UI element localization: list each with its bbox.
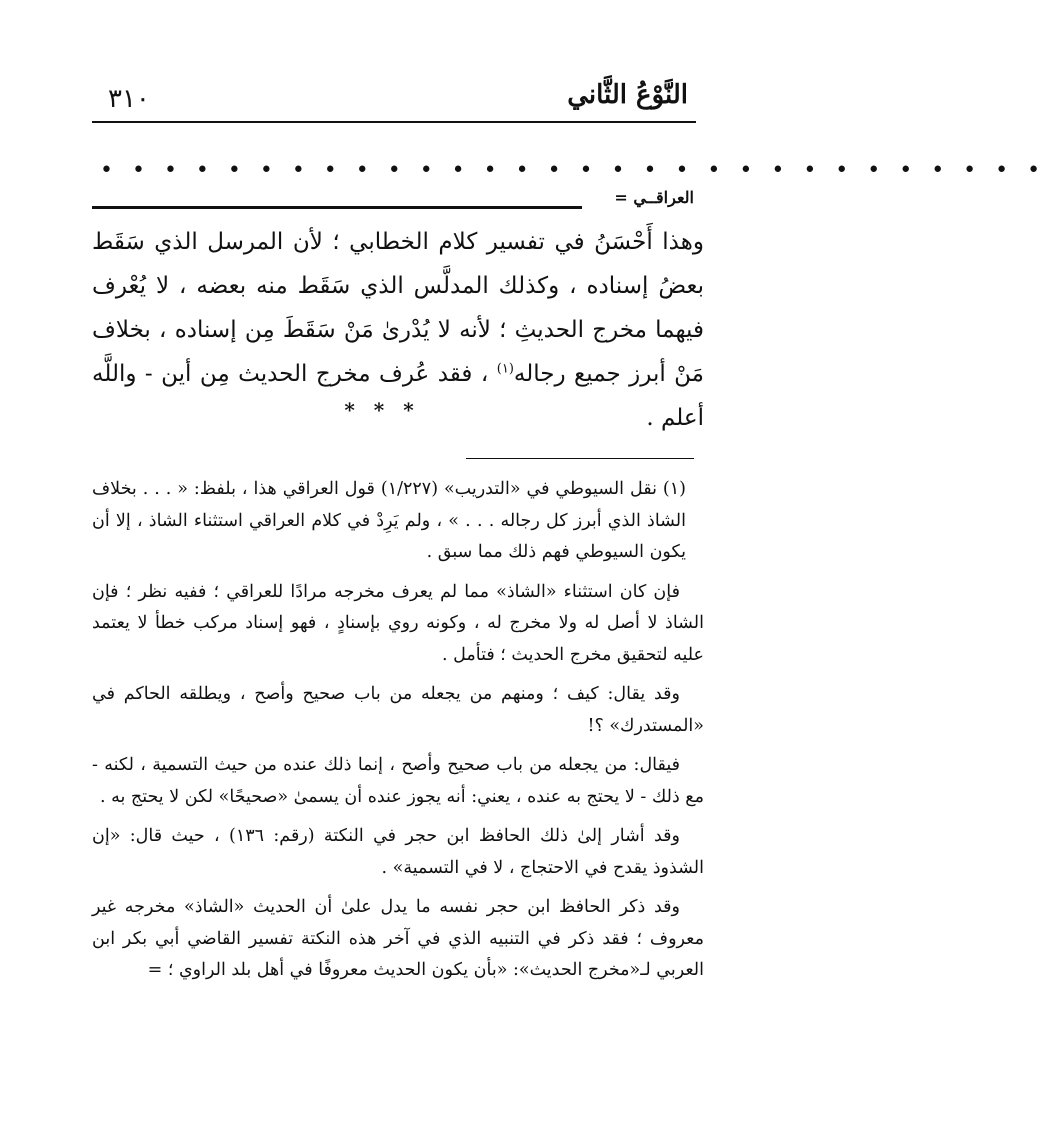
footnote-paragraph: وقد ذكر الحافظ ابن حجر نفسه ما يدل علىٰ أن الحديث «الشاذ» مخرجه غير معروف ؛ فقد ذكر في التنبيه الذي في آخر هذه النكتة تفسير القاضي أبي بكر ابن العربي لـ«مخرج الحديث»: «بأن يكون الحديث معروفًا في أهل بلد الراوي ؛ = xyxy=(92,897,704,980)
footnote-1: (١) نقل السيوطي في «التدريب» (١/٢٢٧) قول العراقي هذا ، بلفظ: « . . . بخلاف الشاذ الذي أبرز كل رجاله . . . » ، ولم يَرِدْ في كلام العراقي استثناء الشاذ ، إلا أن يكون السيوطي فهم ذلك مما سبق . xyxy=(92,479,686,562)
footnote-paragraph: فإن كان استثناء «الشاذ» مما لم يعرف مخرجه مرادًا للعراقي ؛ ففيه نظر ؛ فإن الشاذ لا أصل له ولا مخرج له ، وكونه روي بإسنادٍ ، فهو إسناد مركب خطأ لا يعتمد عليه لتحقيق مخرج الحديث ؛ فتأمل . xyxy=(92,581,704,665)
footnote-paragraph: وقد يقال: كيف ؛ ومنهم من يجعله من باب صحيح وأصح ، ويطلقه الحاكم في «المستدرك» ؟! xyxy=(92,684,704,736)
footnote-paragraph: وقد أشار إلىٰ ذلك الحافظ ابن حجر في النكتة (رقم: ١٣٦) ، حيث قال: «إن الشذوذ يقدح في الاحتجاج ، لا في التسمية» . xyxy=(92,826,704,878)
dotted-divider: • • • • • • • • • • • • • • • • • • • • • • • • • • • • • • xyxy=(100,158,1046,183)
page-number: ٣١٠ xyxy=(108,84,150,114)
main-paragraph-end: ، فقد عُرف مخرج الحديث مِن أين - واللَّه أعلم . xyxy=(92,361,704,431)
section-separator: * * * xyxy=(344,398,420,422)
footnotes xyxy=(92,474,704,995)
continuation-rule xyxy=(92,206,582,209)
continuation-label: العراقــي = xyxy=(614,188,694,207)
footnote-paragraph: فيقال: من يجعله من باب صحيح وأصح ، إنما ذلك عنده من حيث التسمية ، لكنه - مع ذلك - لا يحتج به عنده ، يعني: أنه يجوز عنده أن يسمىٰ «صحيحًا» لكن لا يحتج به . xyxy=(92,755,704,807)
footnote-rule xyxy=(466,458,694,459)
running-header xyxy=(92,78,696,118)
header-rule xyxy=(92,121,696,123)
section-title: النَّوْعُ الثَّاني xyxy=(567,80,688,110)
footnote-reference[interactable]: (١) xyxy=(496,361,514,377)
main-paragraph-body: وهذا أَحْسَنُ في تفسير كلام الخطابي ؛ لأن المرسل الذي سَقَط بعضُ إسناده ، وكذلك المدلَّس الذي سَقَط منه بعضه ، لا يُعْرف فيهما مخرج الحديثِ ؛ لأنه لا يُدْرىٰ مَنْ سَقَطَ مِن إسناده ، بخلاف مَنْ أبرز جميع رجاله xyxy=(92,229,705,387)
